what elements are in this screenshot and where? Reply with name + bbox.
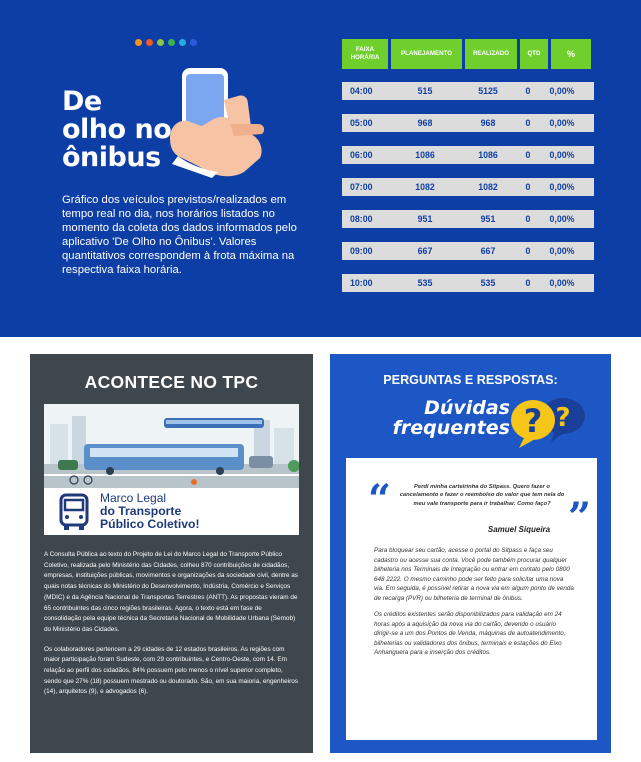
faq-title-line-1: Dúvidas xyxy=(424,397,510,419)
cell-planejamento: 667 xyxy=(417,246,433,256)
acontece-panel xyxy=(30,354,313,753)
dot-cyan xyxy=(179,39,186,46)
dot-lime xyxy=(157,39,164,46)
cell-realizado: 951 xyxy=(480,214,496,224)
color-dots xyxy=(135,39,197,46)
open-quote-icon: “ xyxy=(368,476,392,523)
cell-qtd: 0 xyxy=(525,118,531,128)
cell-hora: 08:00 xyxy=(350,214,373,224)
dot-red xyxy=(146,39,153,46)
cell-qtd: 0 xyxy=(525,86,531,96)
city-bus-illustration xyxy=(44,404,299,488)
table-row xyxy=(342,274,594,292)
faq-panel xyxy=(330,354,611,753)
svg-text:?: ? xyxy=(523,402,543,440)
faq-question: Perdi minha carteirinha do Sitpass. Quero fazer o cancelamento e fazer o reembolso do valor que tem nela do meu vale transporte para ir trabalhar. Como faço? xyxy=(399,484,565,507)
faq-author: Samuel Siqueira xyxy=(487,525,551,534)
cell-realizado: 1082 xyxy=(478,182,498,192)
hero-title-line-2: olho no xyxy=(62,114,172,145)
frota-table xyxy=(342,39,594,292)
cell-qtd: 0 xyxy=(525,246,531,256)
cell-percent: 0,00% xyxy=(549,246,575,256)
cell-planejamento: 951 xyxy=(417,214,433,224)
cell-percent: 0,00% xyxy=(549,118,575,128)
svg-text:?: ? xyxy=(555,403,571,433)
table-row xyxy=(342,114,594,132)
poster-line-1: Marco Legal xyxy=(100,491,167,505)
hand-phone-icon xyxy=(168,60,280,178)
header-qtd: QTD xyxy=(520,39,548,69)
faq-answer-paragraph-1: Para bloquear seu cartão, acesse o portal do Sitpass e faça seu cadastro ou acesse sua conta. Você pode também procurar qualquer bilheteria nos Terminais de Integração ou entrar em contato pelo 0800 648 2222. O mesmo caminho pode ser feito para solicitar uma nova via. Em seguida, é possível retirar a nova via em algum ponto de venda de recarga (PVR) ou bilheteria de terminal de ônibus. xyxy=(374,547,574,602)
cell-realizado: 1086 xyxy=(478,150,498,160)
cell-realizado: 5125 xyxy=(478,86,498,96)
cell-qtd: 0 xyxy=(525,150,531,160)
cell-hora: 05:00 xyxy=(350,118,373,128)
table-row xyxy=(342,146,594,164)
question-bubbles-icon xyxy=(507,392,587,450)
dot-orange xyxy=(135,39,142,46)
cell-realizado: 667 xyxy=(480,246,496,256)
faq-answer xyxy=(374,546,574,658)
close-quote-icon: ” xyxy=(568,494,592,541)
faq-title xyxy=(358,398,510,438)
dot-green xyxy=(168,39,175,46)
hero-title xyxy=(62,88,171,172)
de-olho-banner xyxy=(0,0,641,337)
cell-qtd: 0 xyxy=(525,182,531,192)
table-row xyxy=(342,210,594,228)
table-row xyxy=(342,82,594,100)
cell-hora: 10:00 xyxy=(350,278,373,288)
faq-title-line-2: frequentes xyxy=(392,417,510,439)
cell-percent: 0,00% xyxy=(549,214,575,224)
marco-legal-poster xyxy=(44,404,299,535)
cell-hora: 06:00 xyxy=(350,150,373,160)
bus-icon xyxy=(54,492,94,532)
cell-percent: 0,00% xyxy=(549,182,575,192)
cell-realizado: 968 xyxy=(480,118,496,128)
cell-percent: 0,00% xyxy=(549,86,575,96)
poster-text xyxy=(100,492,295,531)
cell-hora: 04:00 xyxy=(350,86,373,96)
cell-planejamento: 1086 xyxy=(415,150,435,160)
cell-planejamento: 968 xyxy=(417,118,433,128)
acontece-body xyxy=(44,550,300,698)
cell-hora: 09:00 xyxy=(350,246,373,256)
cell-percent: 0,00% xyxy=(549,150,575,160)
hero-description: Gráfico dos veículos previstos/realizados em tempo real no dia, nos horários listados no momento da coleta dos dados informados pelo aplicativo 'De Olho no Ônibus'. Valores quantitativos correspondem à frota máxima na respectiva faixa horária. xyxy=(62,194,297,276)
cell-planejamento: 1082 xyxy=(415,182,435,192)
table-row xyxy=(342,242,594,260)
dot-blue xyxy=(190,39,197,46)
faq-card xyxy=(346,458,597,740)
header-realizado: REALIZADO xyxy=(465,39,517,69)
header-faixa-horaria: FAIXA HORÁRIA xyxy=(342,39,388,69)
table-header xyxy=(342,39,594,69)
acontece-paragraph-2: Os colaboradores pertencem a 29 cidades de 12 estados brasileiros. As regiões com maior participação foram Sudeste, com 29 contribuintes, e Centro-Oeste, com 14. Em relação ao perfil dos cidadãos, 84% possuem pelo menos o nível superior completo, sendo que 27% (18) possuem mestrado ou doutorado. São, em sua maioria, engenheiros (14), arquitetos (9), e advogados (6). xyxy=(44,645,299,696)
acontece-title: ACONTECE NO TPC xyxy=(84,372,259,392)
cell-qtd: 0 xyxy=(525,214,531,224)
poster-line-2: do Transporte xyxy=(100,504,182,518)
cell-planejamento: 515 xyxy=(417,86,433,96)
cell-planejamento: 535 xyxy=(417,278,433,288)
table-row xyxy=(342,178,594,196)
header-planejamento: PLANEJAMENTO xyxy=(391,39,462,69)
faq-kicker: PERGUNTAS E RESPOSTAS: xyxy=(383,373,558,387)
acontece-paragraph-1: A Consulta Pública ao texto do Projeto de Lei do Marco Legal do Transporte Público Coletivo, realizada pelo Ministério das Cidades, colheu 870 contribuições de cidadãos, empresas, instituições públicas, movimentos e organizações da sociedade civil, dentre as quais notas técnicas do Ministério do Desenvolvimento, Indústria, Comércio e Serviços (MDIC) e da Agência Nacional de Transportes Terrestres (ANTT). As propostas vieram de 65 contribuintes das cinco regiões brasileiras. Agora, o texto está em fase de consolidação pela equipe técnica da Secretaria Nacional de Mobilidade Urbana (Semob) do Ministério das Cidades. xyxy=(44,551,298,633)
faq-answer-paragraph-2: Os créditos existentes serão disponibilizados para validação em 24 horas após a aquisição da nova via do cartão, devendo o usuário dirigir-se a um dos Pontos de Venda, máquinas de autoatendimento, bilheterias ou validadores dos ônibus, terminais e estações do Eixo Anhanguera para a inserção dos créditos. xyxy=(374,611,566,656)
poster-line-3: Público Coletivo! xyxy=(100,517,200,531)
hero-title-line-1: De xyxy=(62,86,102,117)
hero-title-line-3: ônibus xyxy=(62,142,161,173)
cell-qtd: 0 xyxy=(525,278,531,288)
cell-realizado: 535 xyxy=(480,278,496,288)
table-body xyxy=(342,82,594,292)
header-percent: % xyxy=(551,39,591,69)
cell-percent: 0,00% xyxy=(549,278,575,288)
cell-hora: 07:00 xyxy=(350,182,373,192)
